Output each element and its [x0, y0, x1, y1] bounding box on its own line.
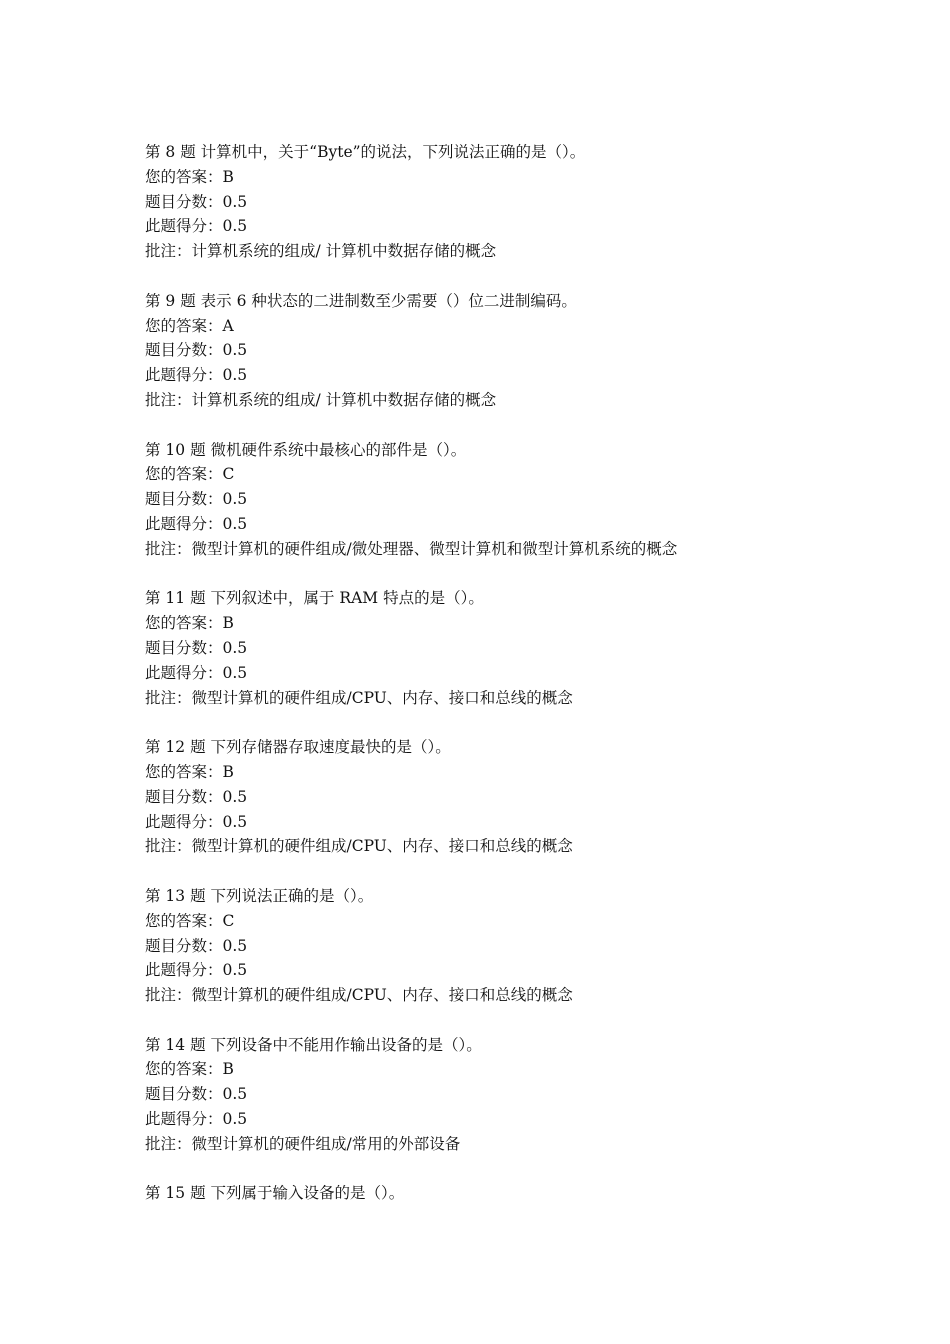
question-block-14 — [145, 1033, 925, 1157]
question-note: 批注：微型计算机的硬件组成/CPU、内存、接口和总线的概念 — [145, 688, 573, 707]
earned-score: 此题得分：0.5 — [145, 812, 248, 831]
your-answer: 您的答案：B — [145, 614, 234, 633]
question-title: 第 9 题 表示 6 种状态的二进制数至少需要（）位二进制编码。 — [145, 291, 577, 310]
earned-score: 此题得分：0.5 — [145, 366, 248, 385]
question-score: 题目分数：0.5 — [145, 936, 248, 955]
your-answer: 您的答案：B — [145, 762, 234, 781]
earned-score: 此题得分：0.5 — [145, 961, 248, 980]
question-title: 第 14 题 下列设备中不能用作输出设备的是（）。 — [145, 1035, 482, 1054]
question-title: 第 15 题 下列属于输入设备的是（）。 — [145, 1184, 405, 1203]
earned-score: 此题得分：0.5 — [145, 514, 248, 533]
question-score: 题目分数：0.5 — [145, 1085, 248, 1104]
question-title: 第 13 题 下列说法正确的是（）。 — [145, 886, 374, 905]
earned-score: 此题得分：0.5 — [145, 217, 248, 236]
question-title: 第 11 题 下列叙述中，属于 RAM 特点的是（）。 — [145, 589, 484, 608]
your-answer: 您的答案：C — [145, 911, 235, 930]
your-answer: 您的答案：B — [145, 1060, 234, 1079]
question-block-9 — [145, 289, 925, 413]
question-block-15 — [145, 1181, 925, 1206]
question-note: 批注：计算机系统的组成/ 计算机中数据存储的概念 — [145, 242, 497, 261]
question-note: 批注：微型计算机的硬件组成/微处理器、微型计算机和微型计算机系统的概念 — [145, 539, 678, 558]
question-title: 第 12 题 下列存储器存取速度最快的是（）。 — [145, 738, 451, 757]
question-block-13 — [145, 884, 925, 1008]
question-score: 题目分数：0.5 — [145, 638, 248, 657]
question-title: 第 10 题 微机硬件系统中最核心的部件是（）。 — [145, 440, 467, 459]
question-score: 题目分数：0.5 — [145, 192, 248, 211]
question-block-11 — [145, 586, 925, 710]
question-title: 第 8 题 计算机中，关于“Byte”的说法，下列说法正确的是（）。 — [145, 143, 586, 161]
question-note: 批注：微型计算机的硬件组成/CPU、内存、接口和总线的概念 — [145, 837, 573, 856]
question-note: 批注：计算机系统的组成/ 计算机中数据存储的概念 — [145, 390, 497, 409]
question-block-10 — [145, 438, 925, 562]
question-score: 题目分数：0.5 — [145, 341, 248, 360]
question-score: 题目分数：0.5 — [145, 787, 248, 806]
your-answer: 您的答案：B — [145, 167, 234, 186]
question-note: 批注：微型计算机的硬件组成/CPU、内存、接口和总线的概念 — [145, 986, 573, 1005]
question-block-8 — [145, 140, 925, 264]
earned-score: 此题得分：0.5 — [145, 1110, 248, 1129]
document-page — [145, 140, 925, 1231]
question-note: 批注：微型计算机的硬件组成/常用的外部设备 — [145, 1134, 461, 1153]
question-block-12 — [145, 735, 925, 859]
question-score: 题目分数：0.5 — [145, 490, 248, 509]
your-answer: 您的答案：C — [145, 465, 235, 484]
your-answer: 您的答案：A — [145, 316, 234, 335]
earned-score: 此题得分：0.5 — [145, 663, 248, 682]
